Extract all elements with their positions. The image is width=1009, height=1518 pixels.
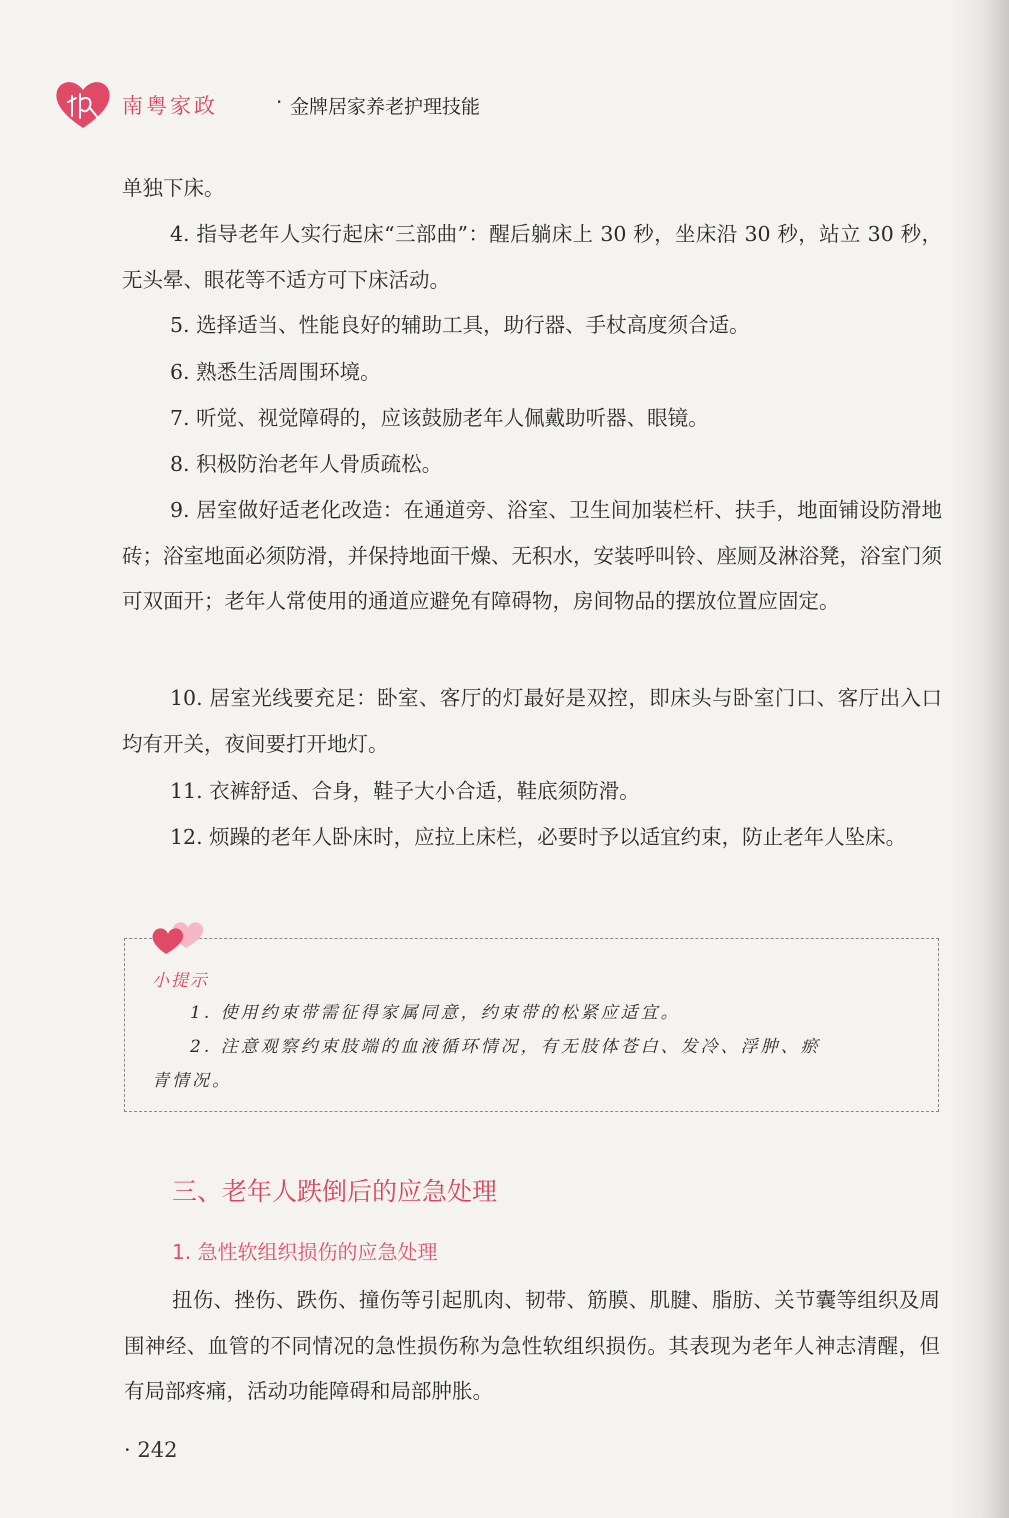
paragraph-item-5: 5. 选择适当、性能良好的辅助工具，助行器、手杖高度须合适。 bbox=[170, 313, 750, 337]
paragraph-item-10: 10. 居室光线要充足：卧室、客厅的灯最好是双控，即床头与卧室门口、客厅出入口均有开关，夜间要打开地灯。 bbox=[122, 686, 942, 756]
heart-logo-icon bbox=[54, 78, 112, 130]
paragraph-continuation: 单独下床。 bbox=[122, 176, 225, 200]
section-title: 三、老年人跌倒后的应急处理 bbox=[172, 1177, 498, 1206]
header-brand: 南粤家政 bbox=[122, 94, 218, 118]
page-number: · 242 bbox=[124, 1438, 178, 1462]
paragraph-item-6: 6. 熟悉生活周围环境。 bbox=[170, 360, 381, 384]
header-separator: · bbox=[276, 90, 283, 114]
section-paragraph: 扭伤、挫伤、跌伤、撞伤等引起肌肉、韧带、筋膜、肌腱、脂肪、关节囊等组织及周围神经、血管的不同情况的急性损伤称为急性软组织损伤。其表现为老年人神志清醒，但有局部疼痛，活动功能障碍和局部肿胀。 bbox=[124, 1288, 940, 1403]
paragraph-item-11: 11. 衣裤舒适、合身，鞋子大小合适，鞋底须防滑。 bbox=[170, 779, 640, 803]
tip-line-2: 2. 注意观察约束肢端的血液循环情况，有无肢体苍白、发冷、浮肿、瘀 bbox=[190, 1037, 821, 1057]
paragraph-item-12: 12. 烦躁的老年人卧床时，应拉上床栏，必要时予以适宜约束，防止老年人坠床。 bbox=[170, 825, 907, 849]
paragraph-item-4: 4. 指导老年人实行起床“三部曲”：醒后躺床上 30 秒，坐床沿 30 秒，站立 30 秒，无头晕、眼花等不适方可下床活动。 bbox=[122, 222, 942, 292]
tip-title: 小提示 bbox=[152, 971, 209, 991]
subsection-title: 1. 急性软组织损伤的应急处理 bbox=[172, 1240, 438, 1264]
hearts-icon bbox=[146, 918, 212, 958]
paragraph-item-7: 7. 听觉、视觉障碍的，应该鼓励老年人佩戴助听器、眼镜。 bbox=[170, 406, 709, 430]
tip-line-1: 1. 使用约束带需征得家属同意，约束带的松紧应适宜。 bbox=[190, 1003, 681, 1023]
tip-line-3: 青情况。 bbox=[152, 1071, 232, 1091]
page-edge-shadow bbox=[949, 0, 1009, 1518]
paragraph-item-8: 8. 积极防治老年人骨质疏松。 bbox=[170, 452, 443, 476]
header-subtitle: 金牌居家养老护理技能 bbox=[290, 96, 481, 118]
paragraph-item-9: 9. 居室做好适老化改造：在通道旁、浴室、卫生间加装栏杆、扶手，地面铺设防滑地砖；浴室地面必须防滑，并保持地面干燥、无积水，安装呼叫铃、座厕及淋浴凳，浴室门须可双面开；老年人常使用的通道应避免有障碍物，房间物品的摆放位置应固定。 bbox=[122, 498, 942, 613]
